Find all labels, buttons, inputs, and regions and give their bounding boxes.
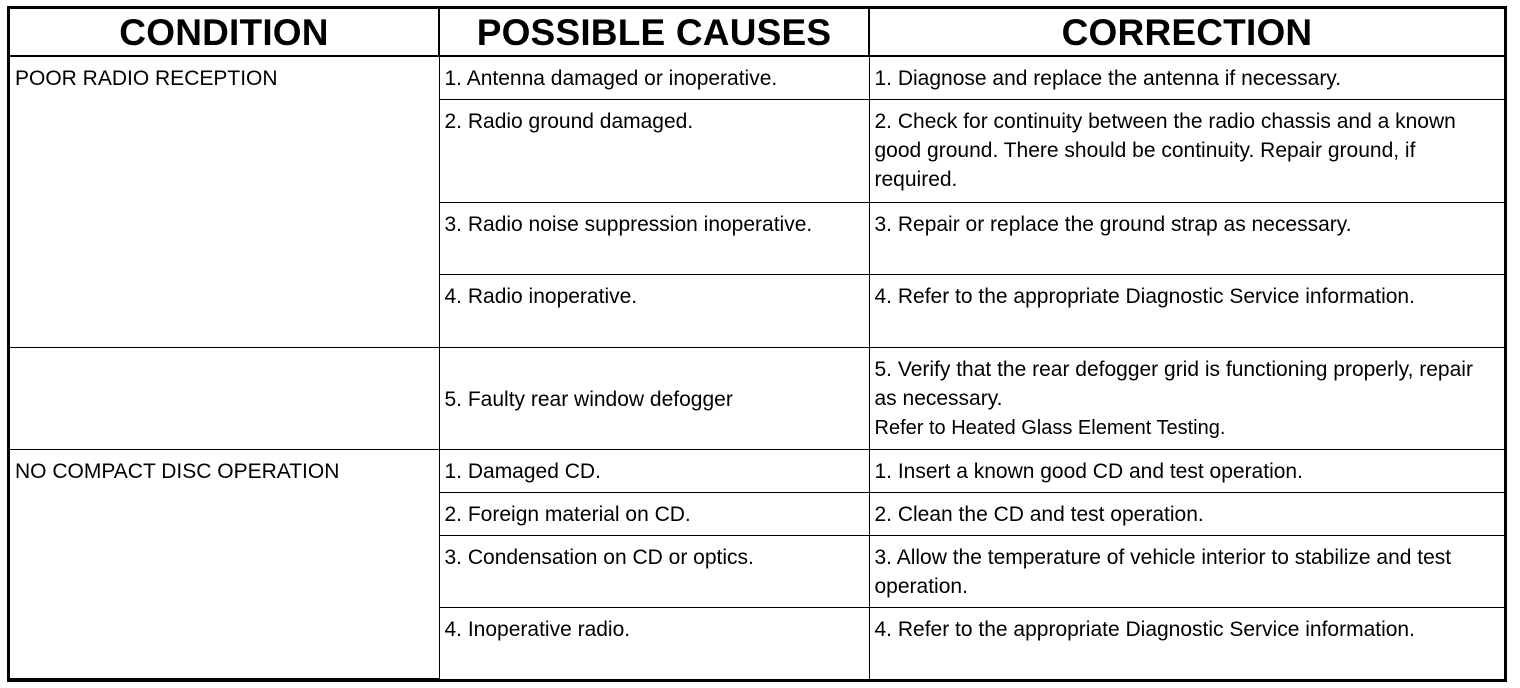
correction-note: Refer to Heated Glass Element Testing. — [874, 417, 1226, 439]
cause-cell: 2. Foreign material on CD. — [439, 493, 869, 536]
correction-cell: 4. Refer to the appropriate Diagnostic Service information. — [869, 608, 1504, 679]
correction-cell: 3. Allow the temperature of vehicle interior to stabilize and test operation. — [869, 536, 1504, 608]
condition-cell: POOR RADIO RECEPTION — [10, 56, 439, 348]
correction-cell: 2. Check for continuity between the radio chassis and a known good ground. There should be continuity. Repair ground, if required. — [869, 100, 1504, 203]
correction-cell: 4. Refer to the appropriate Diagnostic Service information. — [869, 275, 1504, 348]
cause-cell: 2. Radio ground damaged. — [439, 100, 869, 203]
cause-cell: 4. Inoperative radio. — [439, 608, 869, 679]
diagnosis-table-frame — [7, 6, 1507, 682]
header-correction: CORRECTION — [869, 9, 1504, 56]
cause-cell: 3. Condensation on CD or optics. — [439, 536, 869, 608]
condition-cell — [10, 348, 439, 450]
correction-cell — [869, 348, 1504, 450]
cause-cell: 5. Faulty rear window defogger — [439, 348, 869, 450]
header-row — [10, 9, 1504, 56]
cause-cell: 4. Radio inoperative. — [439, 275, 869, 348]
diagnosis-table — [10, 9, 1504, 679]
header-condition: CONDITION — [10, 9, 439, 56]
cause-cell: 1. Antenna damaged or inoperative. — [439, 56, 869, 100]
table-row — [10, 450, 1504, 493]
correction-text: 5. Verify that the rear defogger grid is functioning properly, repair as necessary. — [874, 358, 1473, 410]
table-row — [10, 348, 1504, 450]
condition-cell: NO COMPACT DISC OPERATION — [10, 450, 439, 679]
table-row — [10, 56, 1504, 100]
correction-cell: 1. Diagnose and replace the antenna if necessary. — [869, 56, 1504, 100]
correction-cell: 1. Insert a known good CD and test operation. — [869, 450, 1504, 493]
correction-cell: 3. Repair or replace the ground strap as necessary. — [869, 203, 1504, 275]
cause-cell: 3. Radio noise suppression inoperative. — [439, 203, 869, 275]
correction-cell: 2. Clean the CD and test operation. — [869, 493, 1504, 536]
cause-cell: 1. Damaged CD. — [439, 450, 869, 493]
header-possible-causes: POSSIBLE CAUSES — [439, 9, 869, 56]
